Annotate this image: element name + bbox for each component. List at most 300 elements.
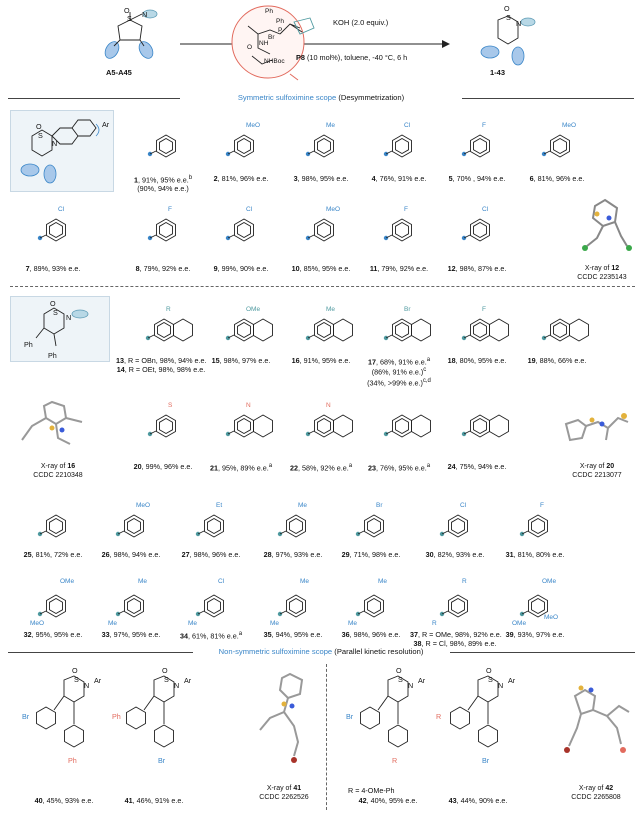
catalyst-loading: (10 mol%), toluene, -40 °C, 6 h bbox=[306, 53, 408, 62]
row1-entry-5-caption bbox=[432, 174, 522, 183]
row3-entry-13-substituent: R bbox=[166, 306, 171, 313]
row7-entry-40-caption-text: , 45%, 93% e.e. bbox=[42, 796, 94, 805]
row2-entry-10-caption-text: , 85%, 95% e.e. bbox=[299, 264, 351, 273]
row6-entry-39-caption-num: 39 bbox=[505, 630, 514, 639]
row5-entry-29-substituent: Br bbox=[376, 502, 383, 509]
xray-41-caption bbox=[244, 784, 324, 802]
row6-entry-39-sub-c: MeO bbox=[544, 614, 559, 621]
xray-20-caption bbox=[558, 462, 636, 480]
row6-entry-36-caption-num: 36 bbox=[341, 630, 350, 639]
row6-entry-34-sub-a: Cl bbox=[218, 578, 225, 585]
row2-entry-12-ring bbox=[452, 208, 504, 254]
row7-entry-40-caption bbox=[16, 796, 112, 805]
sm-sulfur: S bbox=[127, 14, 132, 23]
row4-entry-23-caption-sup: a bbox=[426, 463, 431, 469]
row5-entry-25-ring bbox=[28, 504, 80, 550]
row6-entry-33-sub-a: Me bbox=[138, 578, 148, 585]
xray-42-line2: CCDC 2265808 bbox=[571, 794, 621, 801]
row5-entry-30-caption-text: , 82%, 93% e.e. bbox=[433, 550, 485, 559]
row2-entry-10-caption bbox=[276, 264, 366, 273]
row6-entry-32-caption-text: , 95%, 95% e.e. bbox=[31, 630, 83, 639]
row3-entry-18-caption-num: 18 bbox=[447, 356, 456, 365]
row6-entry-37-sub-b: R bbox=[432, 620, 437, 627]
product-nitrogen: N bbox=[516, 19, 522, 28]
row6-entry-39-sub-a: OMe bbox=[542, 578, 557, 585]
xray-42-structure bbox=[555, 666, 637, 770]
cat-nhboc: NHBoc bbox=[264, 58, 285, 65]
row2-entry-10-ring bbox=[296, 208, 348, 254]
separator-mid-right bbox=[450, 652, 635, 653]
row7-entry-41-sub-a: Ph bbox=[112, 712, 121, 721]
row2-entry-8-caption-text: , 79%, 92% e.e. bbox=[139, 264, 191, 273]
row7-entry-41-nitrogen: N bbox=[174, 681, 180, 690]
row4-entry-20-caption-num: 20 bbox=[133, 462, 142, 471]
xray-16-line2: CCDC 2210348 bbox=[33, 472, 83, 479]
row5-entry-27-caption-num: 27 bbox=[181, 550, 190, 559]
row4-entry-22-caption-num: 22 bbox=[289, 463, 298, 473]
row6-entry-37-caption-text2: , R = Cl, 98%, 89% e.e. bbox=[421, 639, 497, 648]
row5-entry-26-substituent: MeO bbox=[136, 502, 151, 509]
row2-entry-12-substituent: Cl bbox=[482, 206, 489, 213]
row3-entry-16-caption-num: 16 bbox=[291, 356, 300, 365]
row5-entry-27-substituent: Et bbox=[216, 502, 223, 509]
row7-entry-40-ar: Ar bbox=[94, 676, 102, 685]
xray-20-line2: CCDC 2213077 bbox=[572, 472, 622, 479]
row4-entry-23-caption-text: , 76%, 95% e.e. bbox=[375, 463, 427, 473]
row6-entry-36-sub-b: Me bbox=[348, 620, 358, 627]
row4-entry-21-caption bbox=[196, 462, 286, 472]
row7-entry-42-oxygen: O bbox=[396, 666, 402, 675]
xray-12-structure bbox=[575, 196, 635, 258]
sm-nitrogen: N bbox=[142, 10, 148, 19]
row1-entry-1-caption bbox=[118, 174, 208, 193]
catalyst-structure bbox=[228, 4, 324, 88]
core1-sulfur: S bbox=[38, 131, 43, 140]
row3-entry-17-caption-sup3: c,d bbox=[422, 377, 431, 384]
xray-12-line1: X-ray of bbox=[584, 265, 612, 272]
sm-label: A5-A45 bbox=[106, 68, 132, 77]
xray-20-structure bbox=[556, 394, 636, 454]
row3-entry-17-caption-sup2: c bbox=[423, 367, 427, 374]
row1-entry-4-caption-num: 4 bbox=[371, 174, 376, 183]
row1-entry-1-caption-sup: b bbox=[188, 175, 193, 181]
row5-entry-29-ring bbox=[346, 504, 398, 550]
row1-entry-3-substituent: Me bbox=[326, 122, 336, 129]
row4-entry-22-caption-sup: a bbox=[348, 463, 353, 469]
row7-entry-40-sulfur: S bbox=[74, 675, 79, 684]
row7-entry-42-caption-text: , 40%, 95% e.e. bbox=[366, 796, 418, 805]
row2-entry-10-substituent: MeO bbox=[326, 206, 341, 213]
row1-entry-6-caption-text: , 81%, 96% e.e. bbox=[533, 174, 585, 183]
row2-entry-9-caption-text: , 99%, 90% e.e. bbox=[217, 264, 269, 273]
core1-nitrogen: N bbox=[52, 139, 58, 148]
row6-entry-37-caption-text: , R = OMe, 98%, 92% e.e. bbox=[418, 630, 502, 639]
row5-entry-25-caption bbox=[8, 550, 98, 559]
row7-entry-43-sub-b: Br bbox=[482, 756, 490, 765]
cat-ph1: Ph bbox=[265, 8, 273, 15]
row5-entry-26-caption-num: 26 bbox=[101, 550, 110, 559]
xray-16-structure bbox=[12, 396, 102, 456]
row3-entry-16-ring bbox=[296, 308, 348, 354]
row1-entry-3-caption bbox=[276, 174, 366, 183]
row7-entry-43-oxygen: O bbox=[486, 666, 492, 675]
core2-nitrogen: N bbox=[66, 313, 72, 322]
cat-nh: NH bbox=[259, 40, 269, 47]
row4-entry-22-caption-text: , 58%, 92% e.e. bbox=[297, 463, 349, 473]
row5-entry-28-substituent: Me bbox=[298, 502, 308, 509]
row7-entry-42-sub-a: Br bbox=[346, 712, 354, 721]
row4-entry-22-ring bbox=[296, 404, 348, 450]
row7-entry-40-sub-a: Br bbox=[22, 712, 30, 721]
row3-entry-18-caption bbox=[432, 356, 522, 365]
row5-entry-27-caption bbox=[166, 550, 256, 559]
row7-entry-41-caption-num: 41 bbox=[124, 796, 133, 805]
xray-41-num: 41 bbox=[293, 785, 302, 792]
row5-entry-31-caption bbox=[490, 550, 580, 559]
row3-entry-17-ring bbox=[374, 308, 426, 354]
row5-entry-25-caption-num: 25 bbox=[23, 550, 32, 559]
row4-entry-23-caption bbox=[354, 462, 444, 472]
row4-entry-24-caption-num: 24 bbox=[447, 462, 456, 471]
row6-entry-39-caption-text: , 93%, 97% e.e. bbox=[513, 630, 565, 639]
row2-entry-12-caption bbox=[432, 264, 522, 273]
product-oxygen: O bbox=[504, 4, 510, 13]
row6-entry-37-caption bbox=[410, 630, 500, 648]
row3-entry-15-caption bbox=[196, 356, 286, 365]
row2-entry-11-ring bbox=[374, 208, 426, 254]
row4-entry-21-substituent: N bbox=[246, 402, 251, 409]
xray-12-num: 12 bbox=[611, 265, 620, 272]
row2-entry-12-caption-num: 12 bbox=[447, 264, 456, 273]
row7-entry-40-caption-num: 40 bbox=[34, 796, 43, 805]
row6-entry-33-caption bbox=[86, 630, 176, 639]
row5-entry-28-caption bbox=[248, 550, 338, 559]
row5-entry-31-caption-text: , 81%, 80% e.e. bbox=[513, 550, 565, 559]
row7-entry-42-sub-b: R bbox=[392, 756, 398, 765]
row2-entry-7-ring bbox=[28, 208, 80, 254]
separator-vertical bbox=[326, 664, 327, 810]
row7-entry-42-caption bbox=[340, 796, 436, 805]
row2-entry-8-caption bbox=[118, 264, 208, 273]
row7-entry-43-nitrogen: N bbox=[498, 681, 504, 690]
row6-entry-37-sub-a: R bbox=[462, 578, 467, 585]
row4-entry-20-substituent: S bbox=[168, 402, 173, 409]
row1-entry-2-caption-text: , 81%, 96% e.e. bbox=[217, 174, 269, 183]
row6-entry-34-caption-sup: a bbox=[238, 631, 243, 637]
row7-entry-41-oxygen: O bbox=[162, 666, 168, 675]
section2-title-suffix: (Parallel kinetic resolution) bbox=[334, 647, 424, 656]
row1-entry-4-caption-text: , 76%, 91% e.e. bbox=[375, 174, 427, 183]
row5-entry-26-caption bbox=[86, 550, 176, 559]
xray-42-caption bbox=[556, 784, 636, 802]
row3-entry-18-substituent: F bbox=[482, 306, 486, 313]
row3-entry-19-caption bbox=[512, 356, 602, 365]
row6-entry-36-sub-a: Me bbox=[378, 578, 388, 585]
row7-entry-41-caption-text: , 46%, 91% e.e. bbox=[132, 796, 184, 805]
row6-entry-32-caption-num: 32 bbox=[23, 630, 32, 639]
row1-entry-4-substituent: Cl bbox=[404, 122, 411, 129]
row6-entry-35-caption-num: 35 bbox=[263, 630, 272, 639]
row7-entry-43-caption-num: 43 bbox=[448, 796, 457, 805]
xray-16-num: 16 bbox=[67, 463, 76, 470]
core2-ph1: Ph bbox=[24, 340, 33, 349]
row4-entry-21-caption-num: 21 bbox=[209, 463, 218, 473]
row3-entry-13-caption bbox=[116, 356, 206, 374]
row3-entry-13-caption-text: , R = OBn, 98%, 94% e.e. bbox=[124, 356, 207, 365]
row6-entry-37-ring bbox=[430, 584, 482, 630]
row3-entry-17-caption-sub2: (34%, >99% e.e.) bbox=[367, 378, 423, 388]
core1-ar-label: Ar bbox=[102, 120, 110, 129]
row3-entry-15-caption-num: 15 bbox=[211, 356, 220, 365]
xray-20-num: 20 bbox=[606, 463, 615, 470]
row6-entry-36-caption-text: , 98%, 96% e.e. bbox=[349, 630, 401, 639]
row5-entry-30-ring bbox=[430, 504, 482, 550]
row6-entry-34-caption-text: , 61%, 81% e.e. bbox=[187, 631, 239, 641]
separator-top-left bbox=[8, 98, 180, 99]
row4-entry-22-caption bbox=[276, 462, 366, 472]
row6-entry-34-caption-num: 34 bbox=[179, 631, 188, 641]
row7-entry-43-sub-a: R bbox=[436, 712, 442, 721]
row7-entry-42-pre: R = 4-OMe-Ph bbox=[348, 786, 395, 795]
row2-entry-11-caption-text: , 79%, 92% e.e. bbox=[377, 264, 429, 273]
xray-12-caption bbox=[565, 264, 639, 282]
core-structure-2 bbox=[14, 298, 114, 362]
row3-entry-17-caption-sup: a bbox=[426, 357, 431, 363]
row7-entry-43-caption bbox=[430, 796, 526, 805]
row5-entry-31-caption-num: 31 bbox=[505, 550, 514, 559]
section1-title bbox=[185, 93, 457, 102]
row1-entry-2-substituent: MeO bbox=[246, 122, 261, 129]
row5-entry-29-caption-text: , 71%, 98% e.e. bbox=[349, 550, 401, 559]
row3-entry-13-caption-num: 13 bbox=[116, 356, 124, 365]
row3-entry-17-caption-text: , 68%, 91% e.e. bbox=[375, 357, 427, 367]
row2-entry-9-caption-num: 9 bbox=[213, 264, 218, 273]
row2-entry-7-caption bbox=[8, 264, 98, 273]
row1-entry-5-caption-num: 5 bbox=[448, 174, 453, 183]
row3-entry-17-substituent: Br bbox=[404, 306, 411, 313]
row5-entry-28-caption-num: 28 bbox=[263, 550, 272, 559]
row5-entry-26-ring bbox=[106, 504, 158, 550]
row7-entry-42-ar: Ar bbox=[418, 676, 426, 685]
row2-entry-8-caption-num: 8 bbox=[135, 264, 140, 273]
row5-entry-30-substituent: Cl bbox=[460, 502, 467, 509]
sm-oxygen: O bbox=[124, 6, 130, 15]
row7-entry-41-caption bbox=[106, 796, 202, 805]
xray-41-structure bbox=[240, 668, 320, 768]
row7-entry-43-sulfur: S bbox=[488, 675, 493, 684]
row3-entry-15-caption-text: , 98%, 97% e.e. bbox=[219, 356, 271, 365]
cat-pplus: P bbox=[278, 27, 283, 34]
row3-entry-15-ring bbox=[216, 308, 268, 354]
row2-entry-8-ring bbox=[138, 208, 190, 254]
row6-entry-37-caption-num2: 38 bbox=[413, 639, 422, 648]
row7-entry-41-ar: Ar bbox=[184, 676, 192, 685]
row4-entry-21-caption-sup: a bbox=[268, 463, 273, 469]
product-label: 1-43 bbox=[490, 68, 506, 77]
row3-entry-16-caption bbox=[276, 356, 366, 365]
row2-entry-7-substituent: Cl bbox=[58, 206, 65, 213]
row3-entry-18-caption-text: , 80%, 95% e.e. bbox=[455, 356, 507, 365]
row2-entry-10-caption-num: 10 bbox=[291, 264, 300, 273]
row7-entry-40-sub-b: Ph bbox=[68, 756, 77, 765]
row5-entry-27-ring bbox=[186, 504, 238, 550]
xray-16-line1: X-ray of bbox=[40, 463, 68, 470]
catalyst-conditions bbox=[296, 53, 407, 62]
row5-entry-29-caption bbox=[326, 550, 416, 559]
row1-entry-1-caption-text: , 91%, 95% e.e. bbox=[137, 175, 189, 185]
row3-entry-19-caption-text: , 88%, 66% e.e. bbox=[535, 356, 587, 365]
row4-entry-20-caption-text: , 99%, 96% e.e. bbox=[141, 462, 193, 471]
core1-oxygen: O bbox=[36, 122, 42, 131]
row4-entry-23-ring bbox=[374, 404, 426, 450]
row5-entry-31-ring bbox=[510, 504, 562, 550]
section2-title bbox=[195, 647, 447, 656]
row3-entry-18-ring bbox=[452, 308, 504, 354]
row3-entry-16-substituent: Me bbox=[326, 306, 336, 313]
xray-41-line1: X-ray of bbox=[266, 785, 294, 792]
row1-entry-4-caption bbox=[354, 174, 444, 183]
row6-entry-33-sub-b: Me bbox=[108, 620, 118, 627]
separator-mid-left bbox=[8, 652, 193, 653]
row1-entry-6-substituent: MeO bbox=[562, 122, 577, 129]
row2-entry-12-caption-text: , 98%, 87% e.e. bbox=[455, 264, 507, 273]
core2-sulfur: S bbox=[53, 308, 58, 317]
row6-entry-36-caption bbox=[326, 630, 416, 639]
xray-42-line1: X-ray of bbox=[578, 785, 606, 792]
core2-ph2: Ph bbox=[48, 351, 57, 360]
row5-entry-31-substituent: F bbox=[540, 502, 544, 509]
row4-entry-24-caption-text: , 75%, 94% e.e. bbox=[455, 462, 507, 471]
row6-entry-32-caption bbox=[8, 630, 98, 639]
row1-entry-3-caption-text: , 98%, 95% e.e. bbox=[297, 174, 349, 183]
row3-entry-13-caption-text2: , R = OEt, 98%, 98% e.e. bbox=[124, 365, 206, 374]
row1-entry-3-caption-num: 3 bbox=[293, 174, 298, 183]
row5-entry-27-caption-text: , 98%, 96% e.e. bbox=[189, 550, 241, 559]
row1-entry-4-ring bbox=[374, 124, 426, 170]
row1-entry-2-caption-num: 2 bbox=[213, 174, 218, 183]
row3-entry-17-caption-num: 17 bbox=[367, 357, 376, 367]
row2-entry-11-substituent: F bbox=[404, 206, 408, 213]
xray-42-num: 42 bbox=[605, 785, 614, 792]
row7-entry-40-nitrogen: N bbox=[84, 681, 90, 690]
row7-entry-43-ar: Ar bbox=[508, 676, 516, 685]
row6-entry-33-caption-text: , 97%, 95% e.e. bbox=[109, 630, 161, 639]
row7-entry-41-sub-b: Br bbox=[158, 756, 166, 765]
row3-entry-15-substituent: OMe bbox=[246, 306, 261, 313]
row6-entry-39-caption bbox=[490, 630, 580, 639]
cat-br: Br bbox=[268, 34, 275, 41]
row6-entry-35-caption-text: , 94%, 95% e.e. bbox=[271, 630, 323, 639]
catalyst-id: P8 bbox=[296, 53, 305, 62]
row1-entry-5-substituent: F bbox=[482, 122, 486, 129]
row3-entry-13-ring bbox=[136, 308, 188, 354]
row2-entry-11-caption bbox=[354, 264, 444, 273]
row5-entry-30-caption bbox=[410, 550, 500, 559]
row6-entry-35-sub-b: Me bbox=[270, 620, 280, 627]
xray-12-line2: CCDC 2235143 bbox=[577, 274, 627, 281]
product-sulfur: S bbox=[506, 13, 511, 22]
row4-entry-20-ring bbox=[138, 404, 190, 450]
row2-entry-8-substituent: F bbox=[168, 206, 172, 213]
row3-entry-19-ring bbox=[532, 308, 584, 354]
row7-entry-41-sulfur: S bbox=[164, 675, 169, 684]
row1-entry-1-caption-sub: (90%, 94% e.e.) bbox=[137, 184, 189, 194]
row3-entry-17-caption-sub: (86%, 91% e.e.) bbox=[371, 367, 424, 377]
row6-entry-32-sub-a: OMe bbox=[60, 578, 75, 585]
row5-entry-28-ring bbox=[268, 504, 320, 550]
row2-entry-9-substituent: Cl bbox=[246, 206, 253, 213]
row4-entry-22-substituent: N bbox=[326, 402, 331, 409]
row4-entry-23-caption-num: 23 bbox=[367, 463, 376, 473]
row1-entry-6-caption-num: 6 bbox=[529, 174, 534, 183]
cat-o: O bbox=[247, 44, 253, 51]
row7-entry-42-nitrogen: N bbox=[408, 681, 414, 690]
row1-entry-1-caption-num: 1 bbox=[133, 175, 138, 185]
row6-entry-39-sub-b: OMe bbox=[512, 620, 527, 627]
row3-entry-19-caption-num: 19 bbox=[527, 356, 536, 365]
row2-entry-7-caption-text: , 89%, 93% e.e. bbox=[29, 264, 81, 273]
row1-entry-3-ring bbox=[296, 124, 348, 170]
row4-entry-24-ring bbox=[452, 404, 504, 450]
row1-entry-1-ring bbox=[138, 124, 190, 170]
row2-entry-9-ring bbox=[216, 208, 268, 254]
core-structure-1 bbox=[14, 114, 114, 194]
row6-entry-32-sub-b: MeO bbox=[30, 620, 45, 627]
section1-title-suffix: (Desymmetrization) bbox=[338, 93, 405, 102]
row4-entry-21-caption-text: , 95%, 89% e.e. bbox=[217, 463, 269, 473]
base-conditions: KOH (2.0 equiv.) bbox=[333, 18, 389, 27]
row2-entry-9-caption bbox=[196, 264, 286, 273]
row5-entry-26-caption-text: , 98%, 94% e.e. bbox=[109, 550, 161, 559]
row7-entry-40-oxygen: O bbox=[72, 666, 78, 675]
xray-41-line2: CCDC 2262526 bbox=[259, 794, 309, 801]
row5-entry-25-caption-text: , 81%, 72% e.e. bbox=[31, 550, 83, 559]
row4-entry-21-ring bbox=[216, 404, 268, 450]
row3-entry-13-caption-num2: 14 bbox=[116, 365, 125, 374]
row4-entry-24-caption bbox=[432, 462, 522, 471]
separator-top-right bbox=[462, 98, 634, 99]
row5-entry-30-caption-num: 30 bbox=[425, 550, 434, 559]
row3-entry-16-caption-text: , 91%, 95% e.e. bbox=[299, 356, 351, 365]
row1-entry-6-caption bbox=[512, 174, 602, 183]
row5-entry-29-caption-num: 29 bbox=[341, 550, 350, 559]
row7-entry-42-sulfur: S bbox=[398, 675, 403, 684]
row6-entry-34-caption bbox=[166, 630, 256, 640]
core2-oxygen: O bbox=[50, 299, 56, 308]
row1-entry-2-ring bbox=[216, 124, 268, 170]
separator-dashed-1 bbox=[10, 286, 635, 287]
row6-entry-34-sub-b: Me bbox=[188, 620, 198, 627]
section2-title-prefix: Non-symmetric sulfoximine scope bbox=[218, 647, 333, 656]
section1-title-prefix: Symmetric sulfoximine scope bbox=[237, 93, 337, 102]
xray-16-caption bbox=[18, 462, 98, 480]
row2-entry-11-caption-num: 11 bbox=[369, 264, 378, 273]
row1-entry-5-caption-text: , 70% , 94% e.e. bbox=[452, 174, 506, 183]
row6-entry-35-caption bbox=[248, 630, 338, 639]
row1-entry-6-ring bbox=[532, 124, 584, 170]
row7-entry-43-caption-text: , 44%, 90% e.e. bbox=[456, 796, 508, 805]
row6-entry-33-caption-num: 33 bbox=[101, 630, 110, 639]
cat-ph2: Ph bbox=[276, 18, 284, 25]
xray-20-line1: X-ray of bbox=[579, 463, 607, 470]
row5-entry-28-caption-text: , 97%, 93% e.e. bbox=[271, 550, 323, 559]
row6-entry-35-sub-a: Me bbox=[300, 578, 310, 585]
row3-entry-17-caption bbox=[354, 356, 444, 387]
row4-entry-20-caption bbox=[118, 462, 208, 471]
row7-entry-42-caption-num: 42 bbox=[358, 796, 367, 805]
row1-entry-2-caption bbox=[196, 174, 286, 183]
row6-entry-37-caption-num: 37 bbox=[410, 630, 418, 639]
